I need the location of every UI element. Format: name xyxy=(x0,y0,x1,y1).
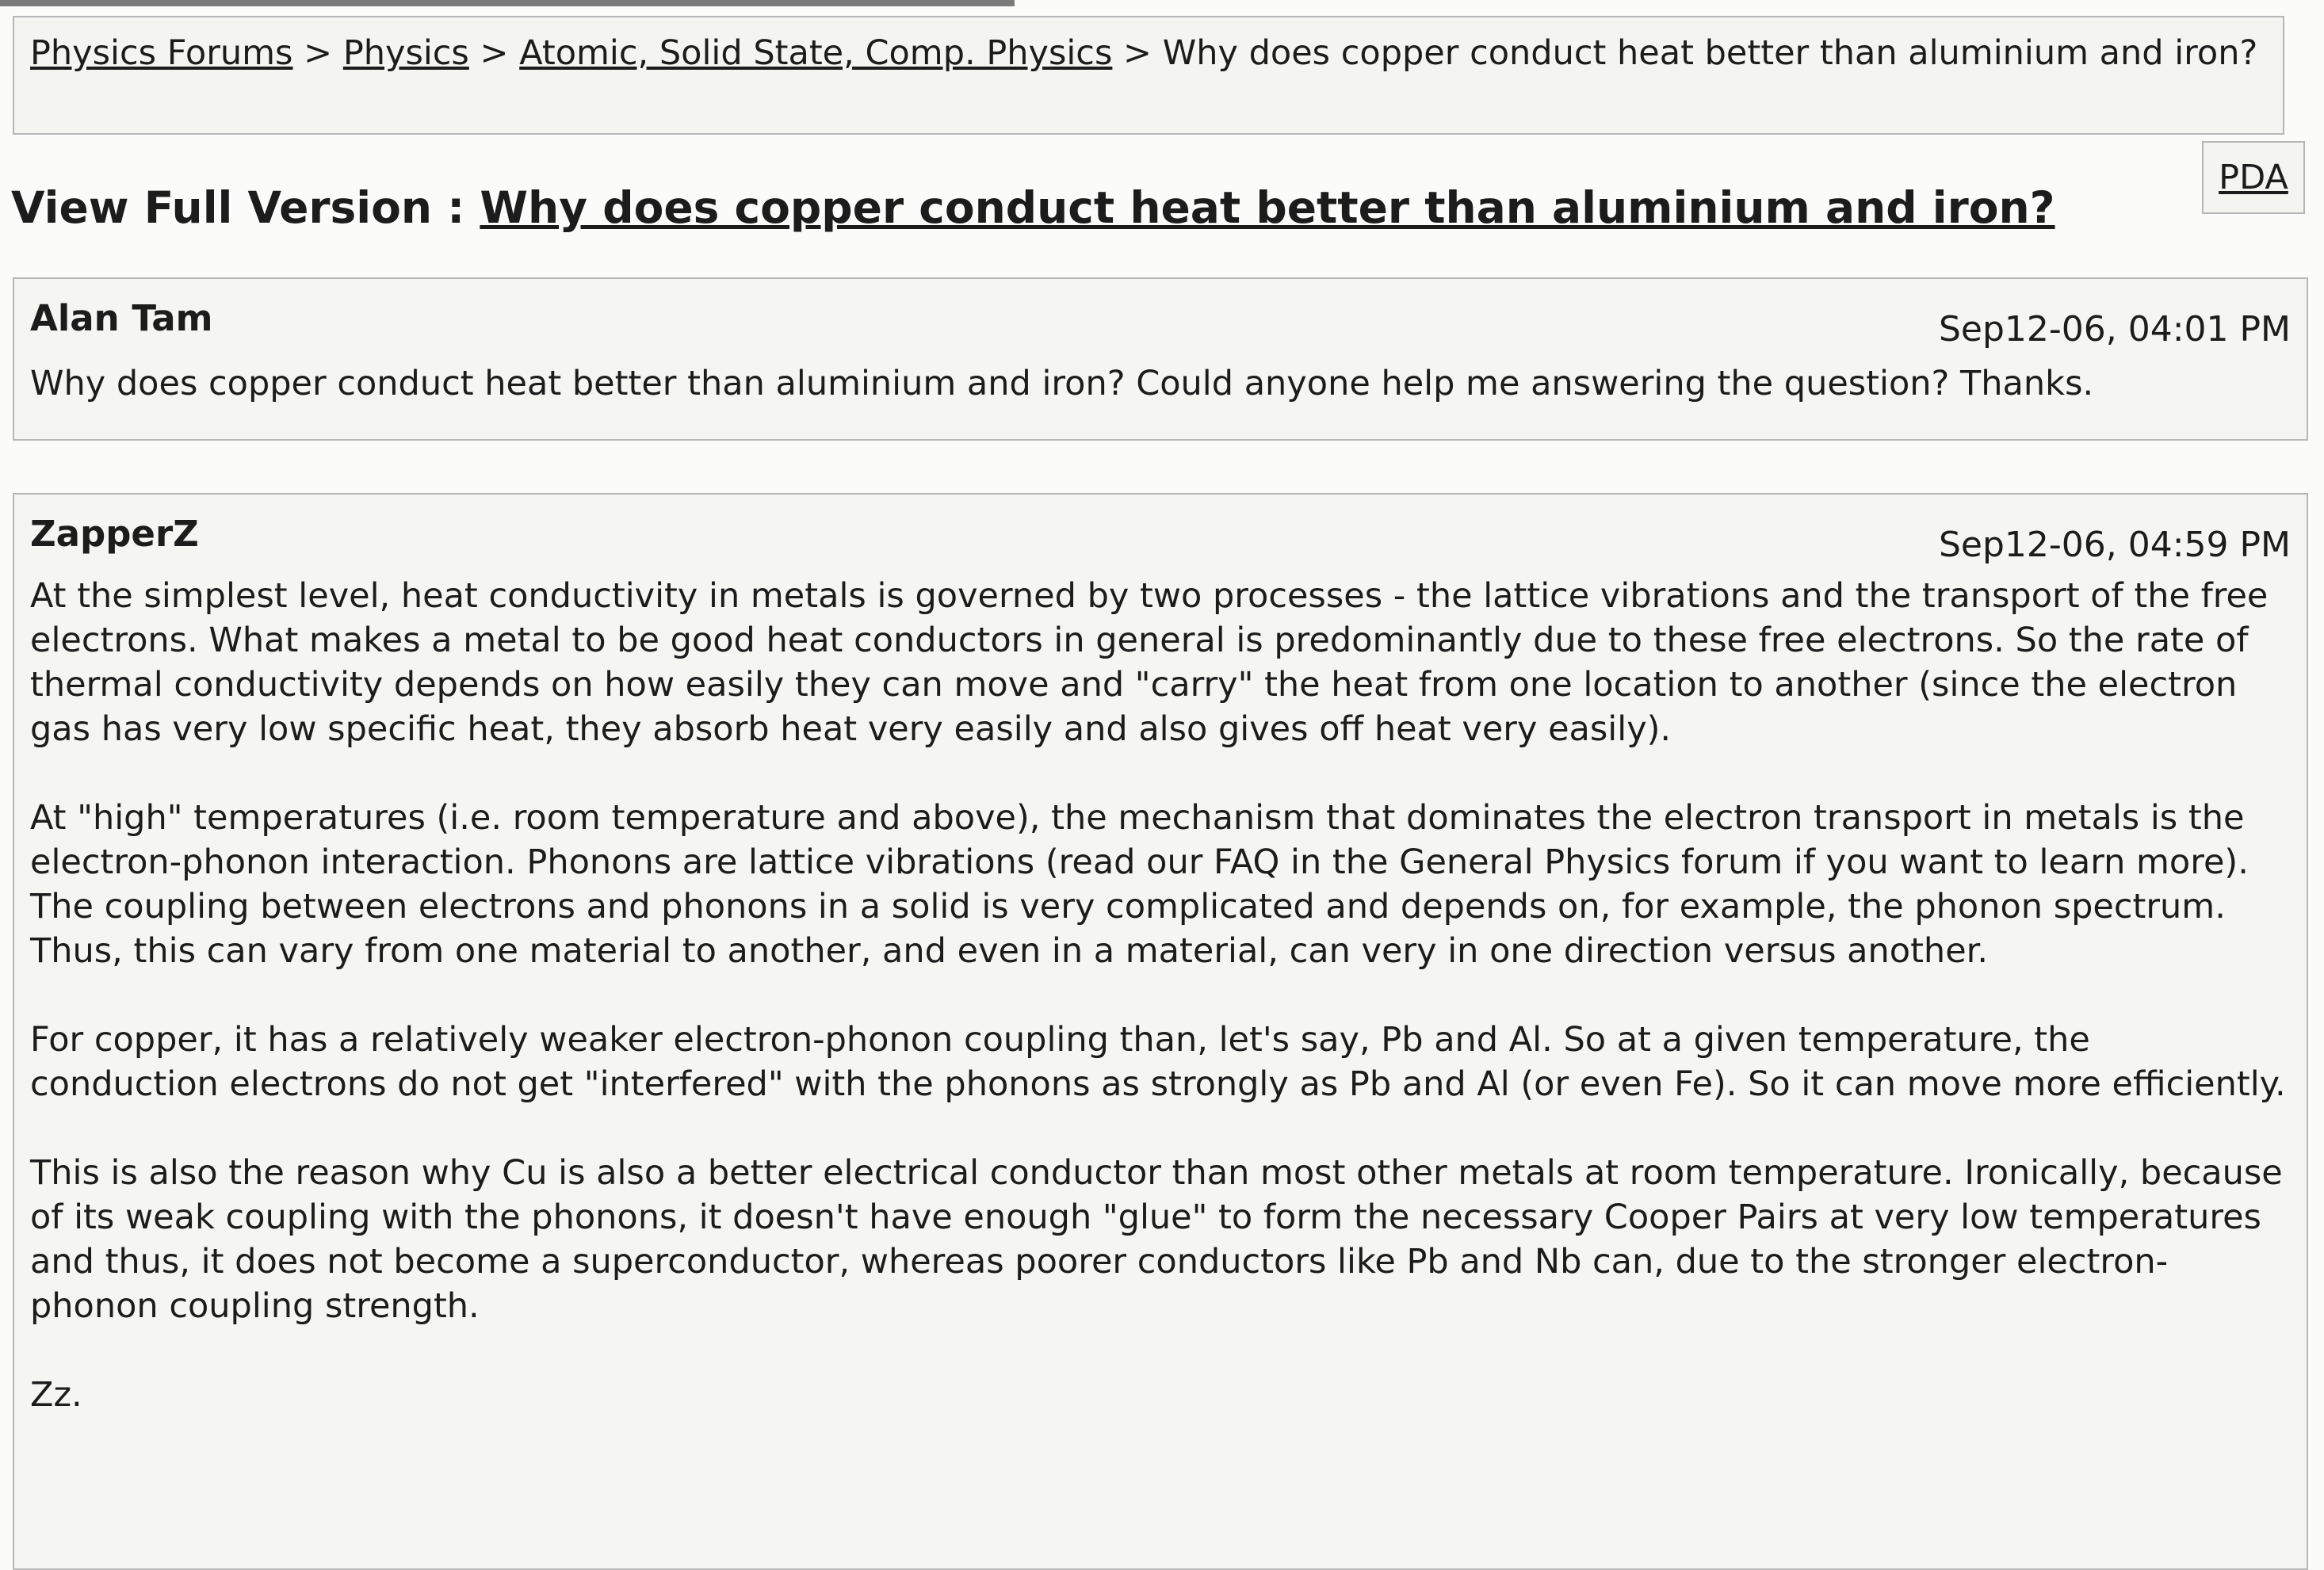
pda-link[interactable]: PDA xyxy=(2219,158,2288,197)
pda-box xyxy=(2202,141,2305,214)
post-author: ZapperZ xyxy=(30,513,199,555)
breadcrumb-current: Why does copper conduct heat better than aluminium and iron? xyxy=(1162,33,2258,73)
post-body xyxy=(14,361,2307,406)
post-date: Sep12-06, 04:59 PM xyxy=(1938,525,2291,565)
post-paragraph: This is also the reason why Cu is also a better electrical conductor than most other metals at room temperature. Ironically, because of its weak coupling with the phonons, it doesn't have enough "glue" to form the necessary Cooper Pairs at very low temperatures and thus, it does not become a superconductor, whereas poorer conductors like Pb and Nb can, due to the stronger electron-phonon coupling strength. xyxy=(30,1153,2283,1326)
post-author: Alan Tam xyxy=(30,297,213,339)
post-paragraph: At "high" temperatures (i.e. room temperature and above), the mechanism that dominates the electron transport in metals is the electron-phonon interaction. Phonons are lattice vibrations (read our FAQ in the General Physics forum if you want to learn more). The coupling between electrons and phonons in a solid is very complicated and depends on, for example, the phonon spectrum. Thus, this can vary from one material to another, and even in a material, can very in one direction versus another. xyxy=(30,798,2249,971)
top-strip xyxy=(0,0,1015,6)
breadcrumb-separator: > xyxy=(1123,33,1152,73)
post-header xyxy=(14,495,2307,574)
post-paragraph: At the simplest level, heat conductivity in metals is governed by two processes - the lattice vibrations and the transport of the free electrons. What makes a metal to be good heat conductors in general is predominantly due to these free electrons. So the rate of thermal conductivity depends on how easily they can move and "carry" the heat from one location to another (since the electron gas has very low specific heat, they absorb heat very easily and also gives off heat very easily). xyxy=(30,576,2269,749)
post-paragraph: For copper, it has a relatively weaker electron-phonon coupling than, let's say, Pb and Al. So at a given temperature, the conduction electrons do not get "interfered" with the phonons as strongly as Pb and Al (or even Fe). So it can move more efficiently. xyxy=(30,1020,2286,1104)
thread-title-link[interactable]: Why does copper conduct heat better than aluminium and iron? xyxy=(480,182,2055,233)
post-paragraph: Why does copper conduct heat better than aluminium and iron? Could anyone help me answering the question? Thanks. xyxy=(30,364,2094,403)
post xyxy=(13,493,2308,1570)
post xyxy=(13,277,2308,441)
post-body xyxy=(14,574,2307,1417)
post-header xyxy=(14,279,2307,361)
page-title xyxy=(11,179,2055,236)
post-date: Sep12-06, 04:01 PM xyxy=(1938,309,2291,350)
breadcrumb-link-physics[interactable]: Physics xyxy=(342,33,469,73)
breadcrumb-separator: > xyxy=(304,33,333,73)
breadcrumb-link-physics-forums[interactable]: Physics Forums xyxy=(30,33,293,73)
breadcrumb-link-atomic-solid-state[interactable]: Atomic, Solid State, Comp. Physics xyxy=(519,33,1113,73)
breadcrumb xyxy=(13,16,2284,135)
post-signature: Zz. xyxy=(30,1375,82,1415)
breadcrumb-separator: > xyxy=(480,33,509,73)
view-full-prefix: View Full Version : xyxy=(11,182,465,233)
